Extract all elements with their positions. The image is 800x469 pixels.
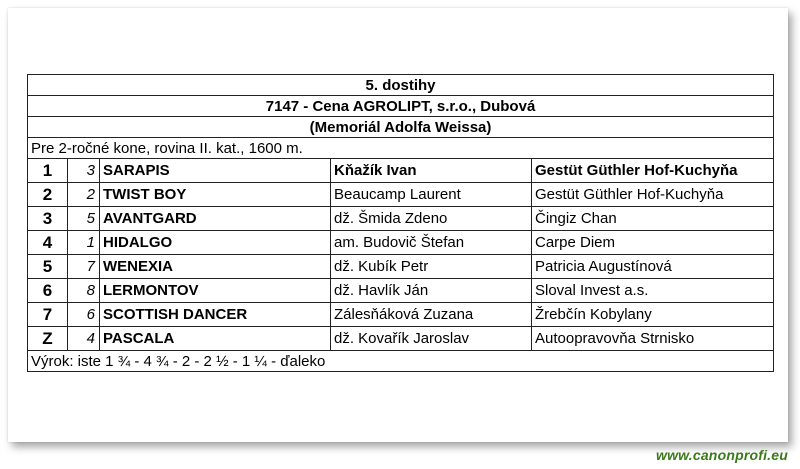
result-row: [28, 303, 774, 327]
race-verdict: Výrok: iste 1 ¾ - 4 ¾ - 2 - 2 ½ - 1 ¼ - ďaleko: [28, 351, 774, 372]
horse-name-cell: PASCALA: [100, 327, 331, 351]
jockey-cell: dž. Kovařík Jaroslav: [331, 327, 532, 351]
place-cell: 4: [28, 231, 68, 255]
owner-cell: Sloval Invest a.s.: [532, 279, 774, 303]
place-cell: Z: [28, 327, 68, 351]
owner-cell: Autoopravovňa Strnisko: [532, 327, 774, 351]
race-title: 5. dostihy: [28, 75, 774, 96]
horse-name-cell: LERMONTOV: [100, 279, 331, 303]
start-number-cell: 5: [68, 207, 100, 231]
horse-name-cell: SCOTTISH DANCER: [100, 303, 331, 327]
start-number-cell: 1: [68, 231, 100, 255]
start-number-cell: 8: [68, 279, 100, 303]
place-cell: 1: [28, 159, 68, 183]
jockey-cell: dž. Šmida Zdeno: [331, 207, 532, 231]
owner-cell: Patricia Augustínová: [532, 255, 774, 279]
result-row: [28, 231, 774, 255]
result-row: [28, 207, 774, 231]
horse-name-cell: HIDALGO: [100, 231, 331, 255]
jockey-cell: dž. Kubík Petr: [331, 255, 532, 279]
horse-name-cell: SARAPIS: [100, 159, 331, 183]
start-number-cell: 3: [68, 159, 100, 183]
start-number-cell: 2: [68, 183, 100, 207]
watermark-text: www.canonprofi.eu: [656, 447, 788, 463]
owner-cell: Čingiz Chan: [532, 207, 774, 231]
owner-cell: Gestüt Güthler Hof-Kuchyňa: [532, 159, 774, 183]
jockey-cell: dž. Havlík Ján: [331, 279, 532, 303]
start-number-cell: 4: [68, 327, 100, 351]
start-number-cell: 6: [68, 303, 100, 327]
horse-name-cell: AVANTGARD: [100, 207, 331, 231]
place-cell: 5: [28, 255, 68, 279]
results-table: [27, 74, 774, 372]
race-memorial: (Memoriál Adolfa Weissa): [28, 117, 774, 138]
place-cell: 2: [28, 183, 68, 207]
jockey-cell: Kňažík Ivan: [331, 159, 532, 183]
result-row: [28, 159, 774, 183]
jockey-cell: Zálesňáková Zuzana: [331, 303, 532, 327]
race-conditions: Pre 2-ročné kone, rovina II. kat., 1600 m.: [28, 138, 774, 159]
place-cell: 7: [28, 303, 68, 327]
jockey-cell: Beaucamp Laurent: [331, 183, 532, 207]
owner-cell: Žrebčín Kobylany: [532, 303, 774, 327]
place-cell: 6: [28, 279, 68, 303]
owner-cell: Gestüt Güthler Hof-Kuchyňa: [532, 183, 774, 207]
jockey-cell: am. Budovič Štefan: [331, 231, 532, 255]
horse-name-cell: WENEXIA: [100, 255, 331, 279]
horse-name-cell: TWIST BOY: [100, 183, 331, 207]
race-name: 7147 - Cena AGROLIPT, s.r.o., Dubová: [28, 96, 774, 117]
results-table-wrapper: [27, 74, 773, 372]
result-row: [28, 327, 774, 351]
result-row: [28, 183, 774, 207]
result-row: [28, 279, 774, 303]
owner-cell: Carpe Diem: [532, 231, 774, 255]
start-number-cell: 7: [68, 255, 100, 279]
place-cell: 3: [28, 207, 68, 231]
document-sheet: [8, 8, 788, 442]
result-row: [28, 255, 774, 279]
